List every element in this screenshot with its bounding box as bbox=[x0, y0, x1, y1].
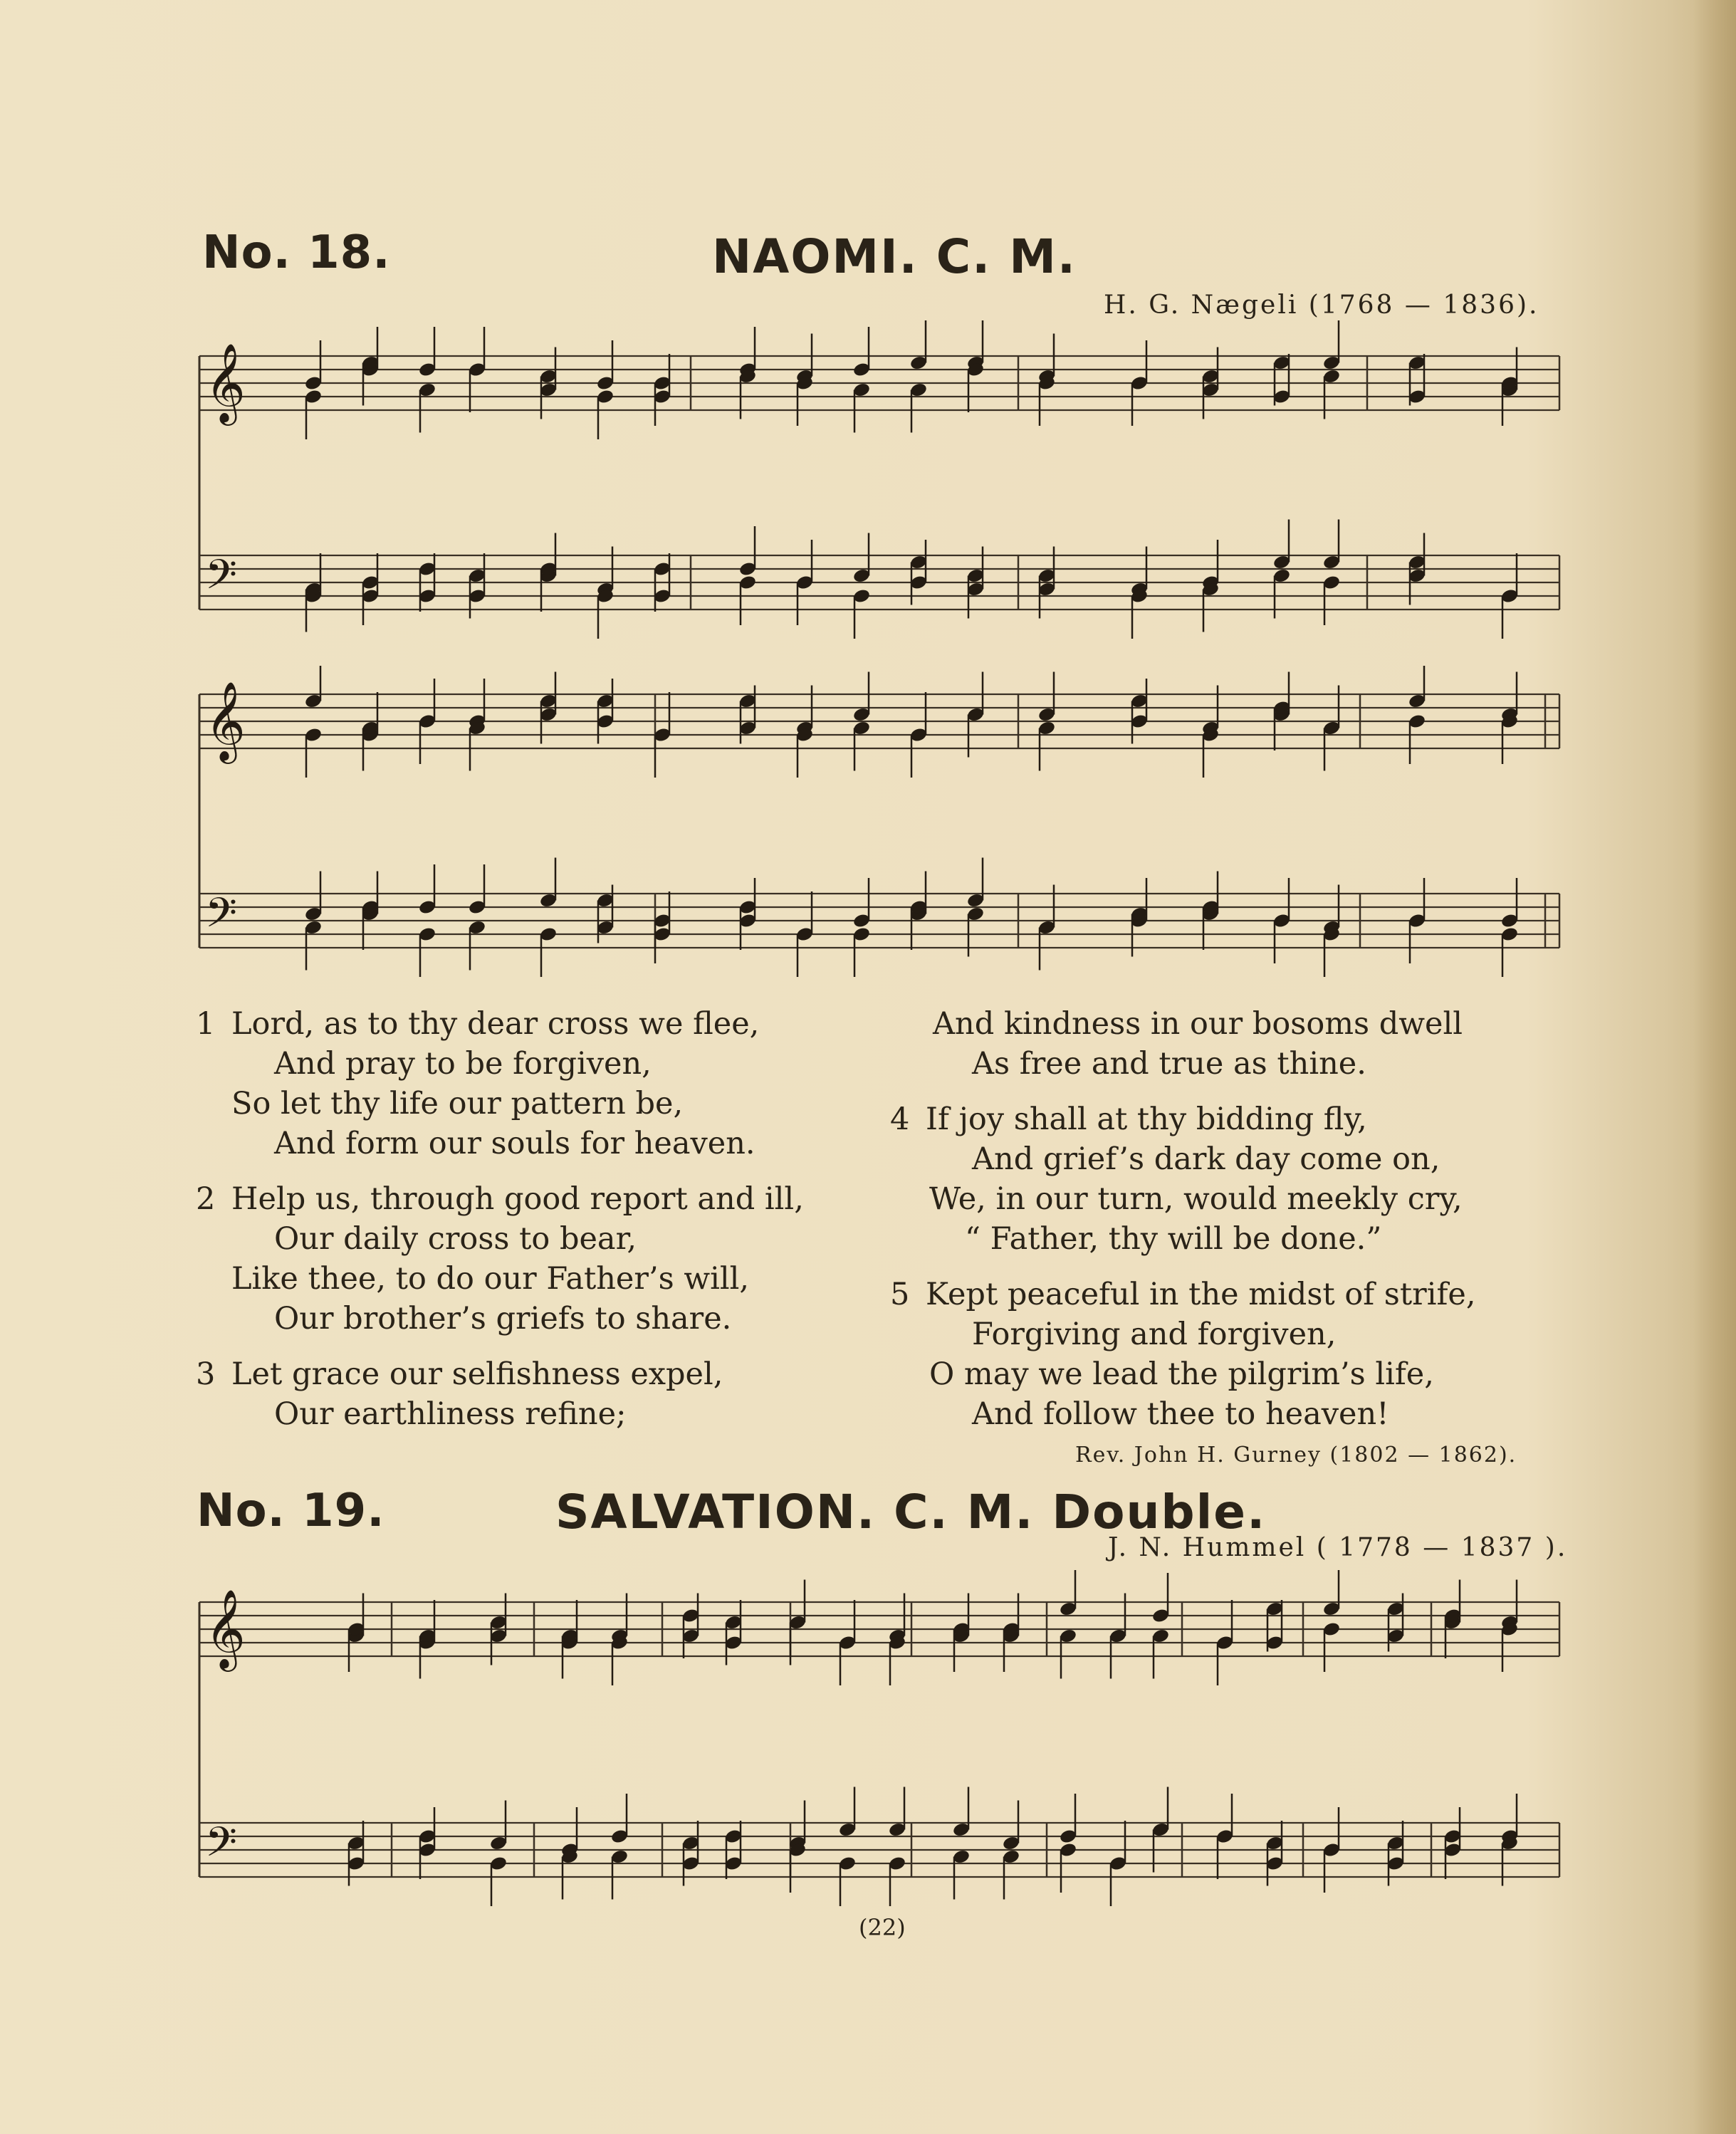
verses-column-left bbox=[196, 1004, 908, 1450]
verse-line: And follow thee to heaven! bbox=[972, 1396, 1389, 1432]
verse-line: O may we lead the pilgrim’s life, bbox=[929, 1356, 1434, 1392]
verse bbox=[890, 1275, 1574, 1434]
verse-line: Forgiving and forgiven, bbox=[972, 1317, 1337, 1352]
verse-line: Our earthliness refine; bbox=[274, 1396, 627, 1432]
page-number: (22) bbox=[859, 1914, 906, 1941]
verse bbox=[890, 1099, 1574, 1259]
treble-clef-icon: 𝄞 bbox=[205, 681, 246, 760]
verse-line: So let thy life our pattern be, bbox=[231, 1086, 684, 1121]
author-credit: Rev. John H. Gurney (1802 — 1862). bbox=[1075, 1443, 1517, 1468]
verse-line: Our brother’s griefs to share. bbox=[274, 1301, 732, 1337]
verse-number: 2 bbox=[196, 1181, 216, 1217]
verse bbox=[196, 1354, 908, 1434]
treble-clef-icon: 𝄞 bbox=[205, 342, 246, 422]
verse-line: Let grace our selfishness expel, bbox=[231, 1356, 723, 1392]
verses-column-right bbox=[890, 1004, 1574, 1450]
verse-line: Like thee, to do our Father’s will, bbox=[231, 1261, 750, 1297]
verse-line: “ Father, thy will be done.” bbox=[965, 1221, 1382, 1257]
verse-number: 1 bbox=[196, 1006, 216, 1042]
verse-line: And form our souls for heaven. bbox=[274, 1126, 755, 1161]
composer-credit: J. N. Hummel ( 1778 — 1837 ). bbox=[1108, 1533, 1568, 1562]
verse-number: 5 bbox=[890, 1277, 910, 1312]
verse-line: And kindness in our bosoms dwell bbox=[933, 1006, 1463, 1042]
verse-line: And grief’s dark day come on, bbox=[972, 1141, 1440, 1177]
verse-number: 3 bbox=[196, 1356, 216, 1392]
verse-line: Kept peaceful in the midst of strife, bbox=[926, 1277, 1476, 1312]
verse bbox=[196, 1179, 908, 1339]
treble-clef-icon: 𝄞 bbox=[205, 1589, 246, 1668]
verse-line: We, in our turn, would meekly cry, bbox=[929, 1181, 1463, 1217]
composer-credit: H. G. Nægeli (1768 — 1836). bbox=[1104, 291, 1539, 320]
bass-clef-icon: 𝄢 bbox=[205, 889, 238, 947]
verse bbox=[196, 1004, 908, 1163]
verse-number: 4 bbox=[890, 1102, 910, 1137]
hymn-title: NAOMI. C. M. bbox=[712, 229, 1077, 284]
hymn-title: SALVATION. C. M. Double. bbox=[555, 1485, 1267, 1539]
verse-line: And pray to be forgiven, bbox=[274, 1046, 652, 1082]
page-edge-shadow bbox=[1693, 0, 1736, 2134]
music-system-2 bbox=[192, 666, 1574, 979]
music-system-1 bbox=[192, 320, 1574, 641]
bass-clef-icon: 𝄢 bbox=[205, 1818, 238, 1876]
verse-line: Our daily cross to bear, bbox=[274, 1221, 637, 1257]
verse-line: If joy shall at thy bidding fly, bbox=[926, 1102, 1367, 1137]
verse-line: Help us, through good report and ill, bbox=[231, 1181, 804, 1217]
hymn-number: No. 19. bbox=[197, 1485, 385, 1537]
bass-clef-icon: 𝄢 bbox=[205, 550, 238, 609]
verse-line: Lord, as to thy dear cross we flee, bbox=[231, 1006, 760, 1042]
verse-line: As free and true as thine. bbox=[972, 1046, 1366, 1082]
verse-continued bbox=[890, 1004, 1574, 1084]
hymn-number: No. 18. bbox=[202, 226, 391, 279]
music-system-3 bbox=[192, 1570, 1574, 1912]
